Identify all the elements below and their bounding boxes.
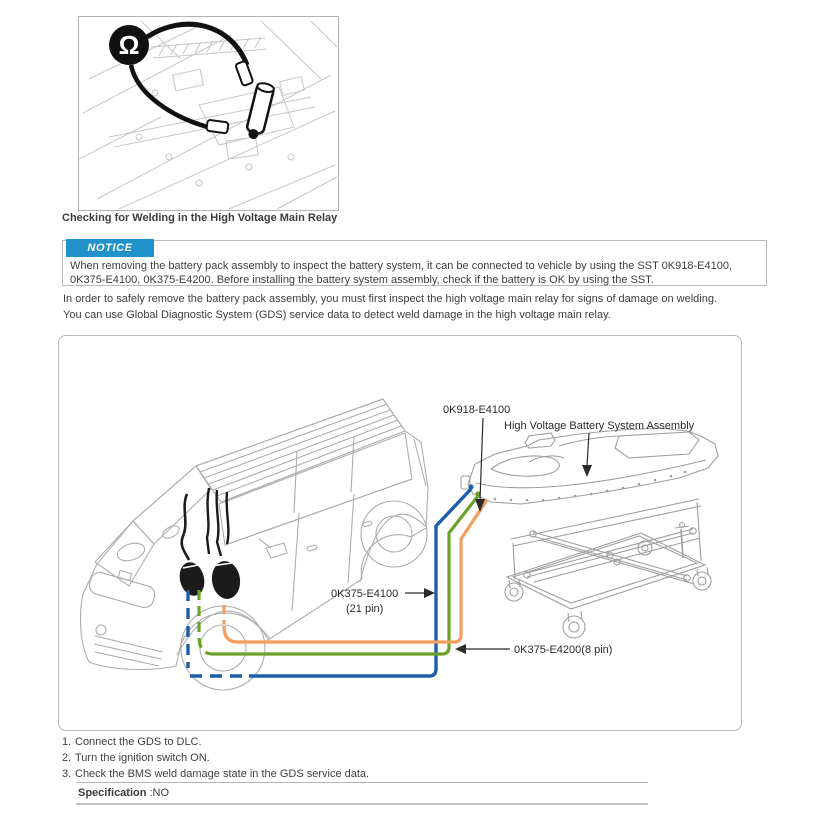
section-heading: Checking for Welding in the High Voltage Main Relay bbox=[62, 212, 338, 224]
probe-handle-bottom bbox=[206, 120, 228, 134]
step-text: Check the BMS weld damage state in the GDS service data. bbox=[75, 768, 370, 780]
ohmmeter-symbol bbox=[109, 24, 275, 141]
notice-banner bbox=[66, 239, 154, 257]
step-text: Turn the ignition switch ON. bbox=[75, 752, 210, 764]
notice-box bbox=[62, 240, 767, 286]
step-2 bbox=[62, 750, 369, 766]
notice-banner-label: NOTICE bbox=[87, 242, 133, 254]
step-number: 3. bbox=[62, 768, 72, 780]
step-1 bbox=[62, 734, 369, 750]
label-sst-0k375-e4200: 0K375-E4200(8 pin) bbox=[514, 644, 613, 656]
cable-orange-solid bbox=[224, 503, 485, 642]
specification-label: Specification bbox=[78, 787, 147, 799]
paragraph-gds-service-data: You can use Global Diagnostic System (GDS) service data to detect weld damage in the high voltage main relay. bbox=[63, 309, 611, 321]
cable-green-solid bbox=[213, 496, 478, 654]
ohmmeter-check-drawing bbox=[79, 17, 338, 210]
vehicle-connectors-drawing bbox=[176, 488, 242, 601]
step-3 bbox=[62, 766, 369, 782]
label-sst-0k375-e4100-pins: (21 pin) bbox=[346, 603, 384, 615]
step-number: 1. bbox=[62, 736, 72, 748]
sst-connection-diagram bbox=[58, 335, 742, 731]
vehicle-drawing bbox=[81, 399, 428, 690]
ohm-symbol-text: Ω bbox=[118, 30, 140, 60]
label-sst-0k375-e4100: 0K375-E4100 bbox=[331, 588, 399, 600]
step-text: Connect the GDS to DLC. bbox=[75, 736, 202, 748]
label-sst-0k918: 0K918-E4100 bbox=[443, 404, 511, 416]
specification-row bbox=[76, 782, 648, 805]
probe-handle-top bbox=[235, 61, 253, 86]
label-hv-battery-assembly: High Voltage Battery System Assembly bbox=[504, 420, 695, 432]
procedure-steps bbox=[62, 734, 369, 782]
ohmmeter-check-figure bbox=[78, 16, 339, 211]
paragraph-inspect-relay: In order to safely remove the battery pack assembly, you must first inspect the high voltage main relay for signs of damage on welding. bbox=[63, 293, 718, 305]
specification-value: :NO bbox=[149, 787, 170, 799]
step-number: 2. bbox=[62, 752, 72, 764]
battery-cart-drawing bbox=[461, 428, 718, 638]
cable-blue-solid bbox=[249, 489, 471, 676]
sst-connection-drawing bbox=[59, 336, 741, 730]
notice-body-text: When removing the battery pack assembly to inspect the battery system, it can be connected to vehicle by using the SST 0K918-E4100, 0K375-E4100, 0K375-E4200. Before installing the battery system assembly, check if the battery is OK by using the SST. bbox=[70, 260, 732, 286]
